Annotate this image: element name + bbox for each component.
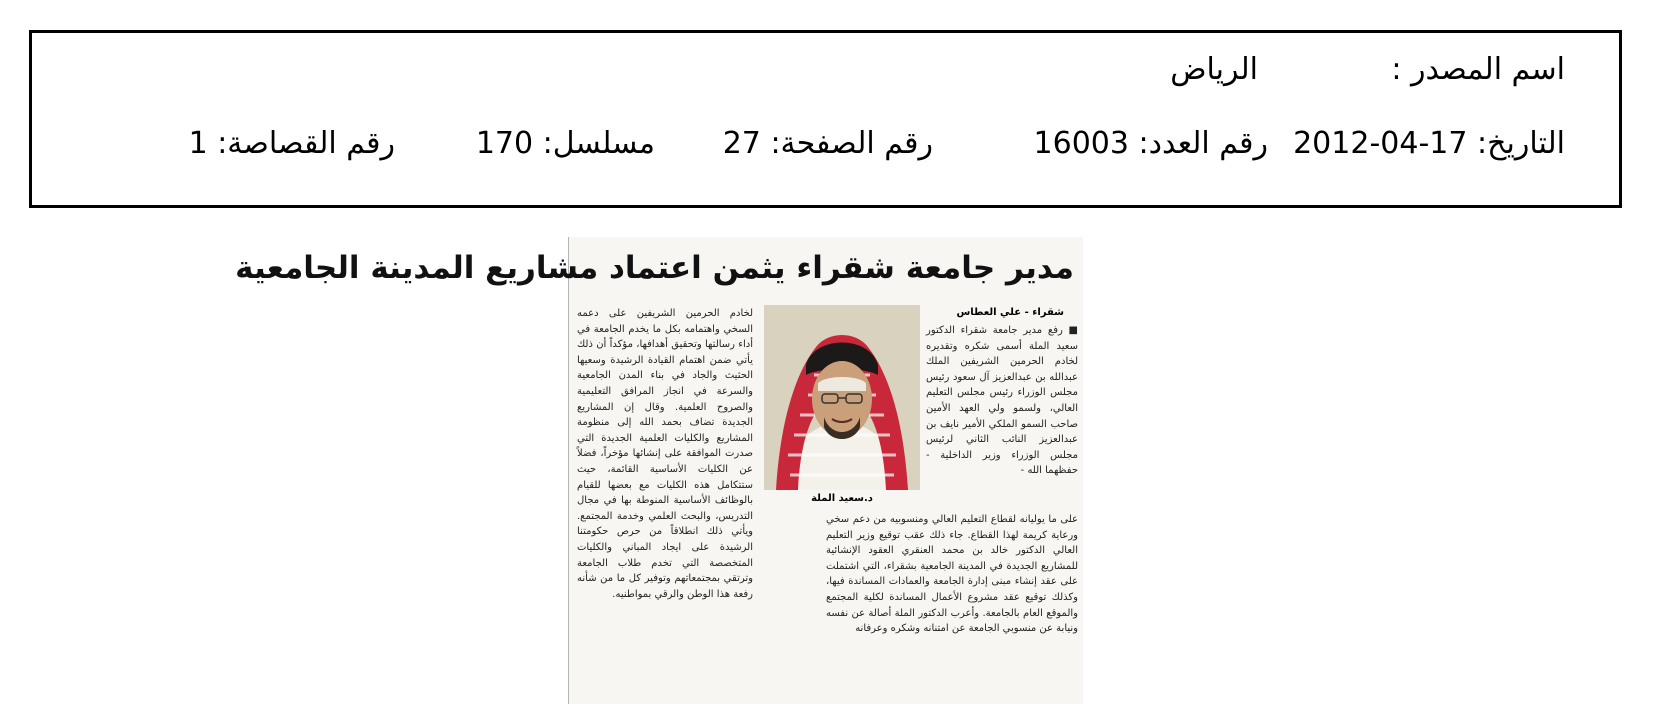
serial-number-field: مسلسل: 170 <box>475 126 655 161</box>
newspaper-clipping <box>235 237 1083 704</box>
clipping-number-field: رقم القصاصة: 1 <box>188 126 395 161</box>
portrait-illustration <box>764 305 920 490</box>
issue-number-field: رقم العدد: 16003 <box>1033 126 1268 161</box>
photo-caption: د.سعيد الملة <box>811 493 873 504</box>
article-column-right-top: ■ رفع مدير جامعة شقراء الدكتور سعيد الملة أسمى شكره وتقديره لخادم الحرمين الشريفين الملك عبدالله بن عبدالعزيز آل سعود رئيس مجلس الوزراء رئيس مجلس التعليم العالي، ولسمو ولي العهد الأمين صاحب السمو الملكي الأمير نايف بن عبدالعزيز النائب الثاني لرئيس مجلس الوزراء وزير الداخلية - حفظهما الله - <box>926 325 1078 477</box>
date-field: التاريخ: 17-04-2012 <box>1293 126 1565 161</box>
source-label: اسم المصدر : <box>1391 52 1565 87</box>
article-column-left: لخادم الحرمين الشريفين على دعمه السخي واهتمامه بكل ما يخدم الجامعة في أداء رسالتها وتحقيق أهدافها، مؤكداً أن ذلك يأتي ضمن اهتمام القيادة الرشيدة وسعيها الحثيث والجاد في بناء المدن الجامعية والسرعة في انجاز المرافق التعليمية والصروح العلمية. وقال إن المشاريع الجديدة تضاف بحمد الله إلى منظومة المشاريع والكليات العلمية الجديدة التي صدرت الموافقة على إنشائها مؤخراً، فضلاً عن الكليات الأساسية القائمة، حيث ستتكامل هذه الكليات مع بعضها للقيام بالوظائف الأساسية المنوطة بها في مجال التدريس، والبحث العلمي وخدمة المجتمع. ويأتي ذلك انطلاقاً من حرص حكومتنا الرشيدة على ايجاد المباني والكليات المتخصصة التي تخدم طلاب الجامعة وترتقي بمجتمعاتهم وتوفير كل ما من شأنه رفعة هذا الوطن والرقي بمواطنيه. <box>577 308 753 600</box>
article-byline: شقراء - علي العطاس <box>956 307 1064 318</box>
source-info-box <box>29 30 1622 208</box>
portrait-photo <box>764 305 920 490</box>
page-number-field: رقم الصفحة: 27 <box>722 126 933 161</box>
article-headline: مدير جامعة شقراء يثمن اعتماد مشاريع المدينة الجامعية <box>235 250 1074 286</box>
source-value: الرياض <box>1170 52 1258 87</box>
article-column-right-bottom: على ما يوليانه لقطاع التعليم العالي ومنسوبيه من دعم سخي ورعاية كريمة لهذا القطاع. جاء ذلك عقب توقيع وزير التعليم العالي الدكتور خالد بن محمد العنقري العقود الإنشائية للمشاريع الجديدة في المدينة الجامعية بشقراء، التي اشتملت على عقد إنشاء مبنى إدارة الجامعة والعمادات المساندة فيها، وكذلك توقيع عقد مشروع الأعمال المساندة لكلية المجتمع والموقع العام بالجامعة. وأعرب الدكتور الملة أصالة عن نفسه ونيابة عن منسوبي الجامعة عن امتنانه وشكره وعرفانه <box>826 514 1078 635</box>
